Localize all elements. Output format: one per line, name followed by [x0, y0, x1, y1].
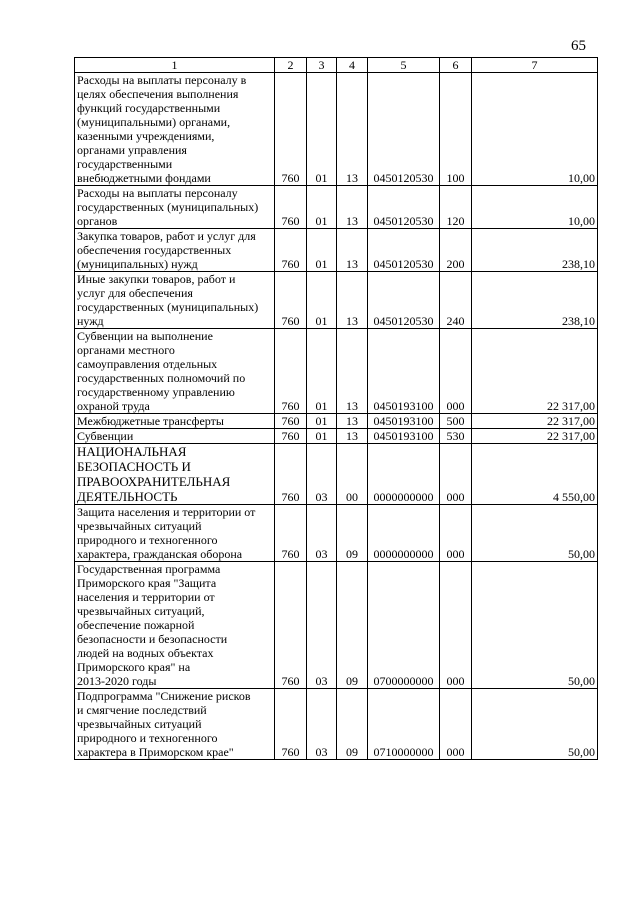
cell-code: 760: [275, 414, 307, 429]
column-header: 6: [440, 58, 472, 73]
cell-code: 760: [275, 229, 307, 272]
cell-code: 13: [337, 414, 368, 429]
table-row: [75, 329, 598, 414]
cell-code: 0450120530: [368, 272, 440, 329]
row-name: [75, 186, 275, 229]
row-name: [75, 562, 275, 689]
row-name-text: Подпрограмма "Снижение рисков и смягчение последствий чрезвычайных ситуаций природного и техногенного характера в Приморском крае": [77, 689, 251, 759]
cell-code: 01: [307, 429, 337, 444]
cell-code: 760: [275, 689, 307, 760]
cell-code: 01: [307, 329, 337, 414]
cell-code: 0000000000: [368, 444, 440, 505]
cell-code: 13: [337, 186, 368, 229]
row-name-text: НАЦИОНАЛЬНАЯ БЕЗОПАСНОСТЬ И ПРАВООХРАНИТЕЛЬНАЯ ДЕЯТЕЛЬНОСТЬ: [77, 444, 231, 504]
cell-sum: 10,00: [472, 186, 598, 229]
cell-code: 0000000000: [368, 505, 440, 562]
cell-code: 13: [337, 73, 368, 186]
cell-code: 0450193100: [368, 329, 440, 414]
cell-code: 000: [440, 505, 472, 562]
cell-code: 000: [440, 329, 472, 414]
cell-code: 760: [275, 186, 307, 229]
cell-code: 0450120530: [368, 229, 440, 272]
table-row: [75, 414, 598, 429]
table-row: [75, 505, 598, 562]
table-row: [75, 562, 598, 689]
cell-code: 0450120530: [368, 186, 440, 229]
row-name-text: Закупка товаров, работ и услуг для обеспечения государственных (муниципальных) нужд: [77, 229, 256, 271]
row-name: [75, 429, 275, 444]
cell-code: 01: [307, 229, 337, 272]
row-name-text: Субвенции: [77, 429, 134, 443]
cell-code: 240: [440, 272, 472, 329]
column-header: 4: [337, 58, 368, 73]
cell-sum: 50,00: [472, 562, 598, 689]
cell-code: 100: [440, 73, 472, 186]
row-name: [75, 505, 275, 562]
cell-code: 530: [440, 429, 472, 444]
cell-code: 03: [307, 689, 337, 760]
column-header: 2: [275, 58, 307, 73]
cell-code: 760: [275, 562, 307, 689]
row-name-text: Иные закупки товаров, работ и услуг для обеспечения государственных (муниципальных) нужд: [77, 272, 259, 328]
cell-code: 09: [337, 689, 368, 760]
page-number: 65: [571, 38, 586, 54]
cell-code: 0450193100: [368, 414, 440, 429]
table-row: [75, 186, 598, 229]
row-name-text: Расходы на выплаты персоналу государственных (муниципальных) органов: [77, 186, 259, 228]
cell-code: 500: [440, 414, 472, 429]
cell-code: 00: [337, 444, 368, 505]
cell-code: 120: [440, 186, 472, 229]
row-name-text: Субвенции на выполнение органами местного самоуправления отдельных государственных полномочий по государственному управлению охраной труда: [77, 329, 246, 413]
cell-sum: 4 550,00: [472, 444, 598, 505]
cell-code: 13: [337, 272, 368, 329]
cell-sum: 50,00: [472, 505, 598, 562]
row-name-text: Защита населения и территории от чрезвычайных ситуаций природного и техногенного характера, гражданская оборона: [77, 505, 256, 561]
cell-sum: 238,10: [472, 272, 598, 329]
cell-code: 000: [440, 689, 472, 760]
cell-code: 760: [275, 73, 307, 186]
cell-code: 000: [440, 444, 472, 505]
table-row: [75, 272, 598, 329]
row-name-text: Государственная программа Приморского края "Защита населения и территории от чрезвычайных ситуаций, обеспечение пожарной безопасности и безопасности людей на водных объектах Приморского края" на 2013-2020 годы: [77, 562, 228, 688]
column-header: 1: [75, 58, 275, 73]
cell-code: 13: [337, 329, 368, 414]
row-name: [75, 444, 275, 505]
column-header: 3: [307, 58, 337, 73]
row-name: [75, 689, 275, 760]
row-name-text: Расходы на выплаты персоналу в целях обеспечения выполнения функций государственными (муниципальными) органами, казенными учреждениями, органами управления государственными внебюджетными фондами: [77, 73, 247, 185]
cell-sum: 50,00: [472, 689, 598, 760]
cell-code: 0710000000: [368, 689, 440, 760]
cell-code: 0700000000: [368, 562, 440, 689]
cell-sum: 22 317,00: [472, 329, 598, 414]
cell-sum: 22 317,00: [472, 414, 598, 429]
table-row: [75, 444, 598, 505]
cell-code: 09: [337, 505, 368, 562]
row-name: [75, 272, 275, 329]
table-row: [75, 73, 598, 186]
cell-code: 760: [275, 444, 307, 505]
column-header: 5: [368, 58, 440, 73]
table-row: [75, 429, 598, 444]
cell-sum: 22 317,00: [472, 429, 598, 444]
cell-code: 0450193100: [368, 429, 440, 444]
cell-code: 03: [307, 562, 337, 689]
cell-code: 000: [440, 562, 472, 689]
cell-code: 09: [337, 562, 368, 689]
table-row: [75, 229, 598, 272]
cell-code: 0450120530: [368, 73, 440, 186]
cell-code: 01: [307, 73, 337, 186]
row-name: [75, 329, 275, 414]
cell-code: 01: [307, 414, 337, 429]
cell-code: 13: [337, 429, 368, 444]
cell-code: 760: [275, 329, 307, 414]
cell-code: 760: [275, 429, 307, 444]
cell-sum: 10,00: [472, 73, 598, 186]
table-row: [75, 689, 598, 760]
row-name: [75, 73, 275, 186]
cell-code: 03: [307, 505, 337, 562]
cell-code: 01: [307, 186, 337, 229]
table-header-row: [75, 58, 598, 73]
row-name-text: Межбюджетные трансферты: [77, 414, 224, 428]
cell-code: 01: [307, 272, 337, 329]
column-header: 7: [472, 58, 598, 73]
cell-code: 03: [307, 444, 337, 505]
cell-code: 760: [275, 272, 307, 329]
budget-table: [74, 57, 598, 760]
row-name: [75, 229, 275, 272]
cell-code: 200: [440, 229, 472, 272]
cell-sum: 238,10: [472, 229, 598, 272]
cell-code: 760: [275, 505, 307, 562]
cell-code: 13: [337, 229, 368, 272]
row-name: [75, 414, 275, 429]
